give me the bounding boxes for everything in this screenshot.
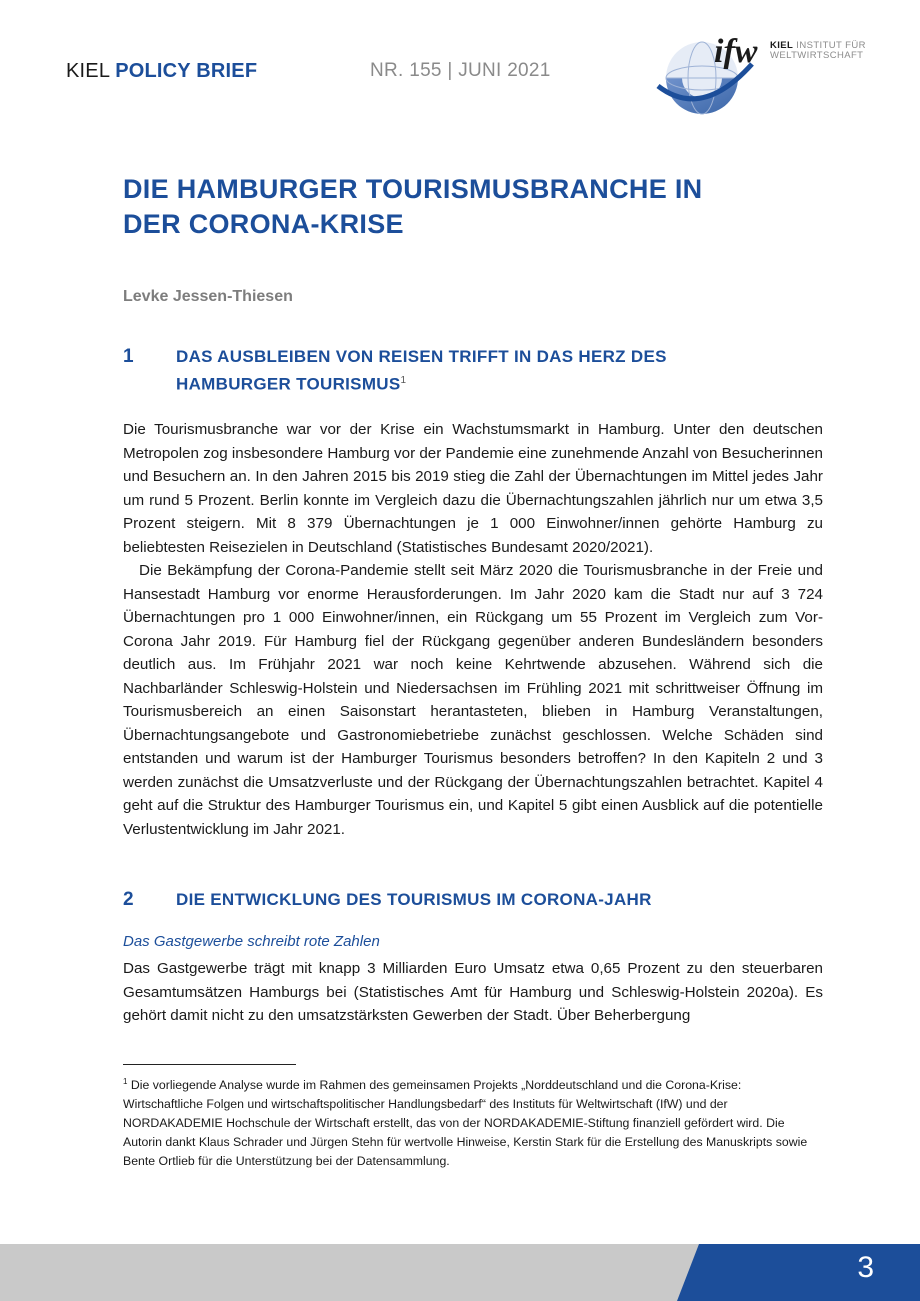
logo-line1: INSTITUT FÜR bbox=[796, 40, 866, 51]
brand-kiel: KIEL bbox=[66, 60, 110, 82]
footnote-divider bbox=[123, 1064, 296, 1065]
logo-line2: WELTWIRTSCHAFT bbox=[770, 50, 864, 61]
section-1-title bbox=[176, 345, 826, 397]
section-2-body bbox=[123, 957, 823, 1028]
section-2-number: 2 bbox=[123, 889, 134, 910]
section-1-title-line-2: HAMBURGER TOURISMUS bbox=[176, 374, 401, 394]
footnote-marker: 1 bbox=[123, 1077, 128, 1086]
paragraph: Die Bekämpfung der Corona-Pandemie stellt seit März 2020 die Tourismusbranche in der Freie und Hansestadt Hamburg vor enorme Herausforderungen. Im Jahr 2020 kam die Stadt nur auf 3 724 Übernachtungen pro 1 000 Einwohner/innen, ein Rückgang um 55 Prozent im Vergleich zum Vor-Corona Jahr 2019. Für Hamburg fiel der Rückgang gegenüber anderen Bundesländern besonders deutlich aus. Im Frühjahr 2021 war noch keine Kehrtwende abzusehen. Während sich die Nachbarländer Schleswig-Holstein und Niedersachsen im Frühling 2021 mit schrittweiser Öffnung im Tourismusbereich an einen Saisonstart herantasteten, blieben in Hamburg Veranstaltungen, Übernachtungsangebote und Gastronomiebetriebe zunächst geschlossen. Welche Schäden sind entstanden und warum ist der Hamburger Tourismus besonders betroffen? In den Kapiteln 2 und 3 werden zunächst die Umsatzverluste und der Rückgang der Übernachtungszahlen betrachtet. Kapitel 4 geht auf die Struktur des Hamburger Tourismus ein, und Kapitel 5 gibt einen Ausblick auf die potentielle Verlustentwicklung im Jahr 2021. bbox=[123, 562, 823, 838]
brand-policy-brief: POLICY BRIEF bbox=[115, 60, 258, 82]
page-title bbox=[123, 172, 823, 242]
publication-brand bbox=[66, 60, 257, 83]
page-number: 3 bbox=[857, 1251, 874, 1284]
globe-icon bbox=[652, 24, 772, 120]
section-2-subheading: Das Gastgewerbe schreibt rote Zahlen bbox=[123, 933, 380, 950]
section-1-body bbox=[123, 418, 823, 841]
footer-bar-blue bbox=[677, 1244, 920, 1301]
logo-mark: ifw bbox=[714, 33, 758, 70]
section-2-title: DIE ENTWICKLUNG DES TOURISMUS IM CORONA-JAHR bbox=[176, 890, 652, 909]
footnote bbox=[123, 1072, 823, 1171]
section-1-title-line-1: DAS AUSBLEIBEN VON REISEN TRIFFT IN DAS HERZ DES bbox=[176, 347, 667, 366]
logo-institute-name bbox=[770, 41, 866, 61]
footnote-text: Die vorliegende Analyse wurde im Rahmen des gemeinsamen Projekts „Norddeutschland und die Corona-Krise: Wirtschaftliche Folgen und wirtschaftspolitischer Handlungsbedarf“ des Instituts für Weltwirtschaft (IfW) und der NORDAKADEMIE Hochschule der Wirtschaft erstellt, das von der NORDAKADEMIE-Stiftung finanziell gefördert wird. Die Autorin dankt Klaus Schrader und Jürgen Stehn für wertvolle Hinweise, Kerstin Stark für die Erstellung des Manuskripts sowie Bente Ortlieb für die Unterstützung bei der Datensammlung. bbox=[123, 1078, 808, 1169]
ifw-logo bbox=[652, 24, 892, 120]
page-header bbox=[0, 0, 920, 120]
author-name: Levke Jessen-Thiesen bbox=[123, 288, 293, 305]
footnote-reference[interactable]: 1 bbox=[400, 375, 407, 386]
section-1-number: 1 bbox=[123, 346, 134, 367]
paragraph: Die Tourismusbranche war vor der Krise ein Wachstumsmarkt in Hamburg. Unter den deutschen Metropolen zog insbesondere Hamburg vor der Pandemie eine zunehmende Anzahl von Besucherinnen und Besuchern an. In den Jahren 2015 bis 2019 stieg die Zahl der Übernachtungen im Mittel jedes Jahr um rund 5 Prozent. Berlin konnte im Vergleich dazu die Übernachtungszahlen jährlich nur um etwa 3,5 Prozent steigern. Mit 8 379 Übernachtungen je 1 000 Einwohner/innen gehörte Hamburg zu beliebtesten Reisezielen in Deutschland (Statistisches Bundesamt 2020/2021). bbox=[123, 421, 823, 556]
title-line-2: DER CORONA-KRISE bbox=[123, 209, 404, 239]
title-line-1: DIE HAMBURGER TOURISMUSBRANCHE IN bbox=[123, 174, 703, 204]
paragraph: Das Gastgewerbe trägt mit knapp 3 Milliarden Euro Umsatz etwa 0,65 Prozent zu den steuerbaren Gesamtumsätzen Hamburgs bei (Statistisches Amt für Hamburg und Schleswig-Holstein 2020a). Es gehört damit nicht zu den umsatzstärksten Gewerben der Stadt. Über Beherbergung bbox=[123, 960, 823, 1024]
footer-bar-gray bbox=[0, 1244, 700, 1301]
issue-number: NR. 155 | JUNI 2021 bbox=[370, 60, 551, 81]
logo-kiel: KIEL bbox=[770, 40, 794, 51]
